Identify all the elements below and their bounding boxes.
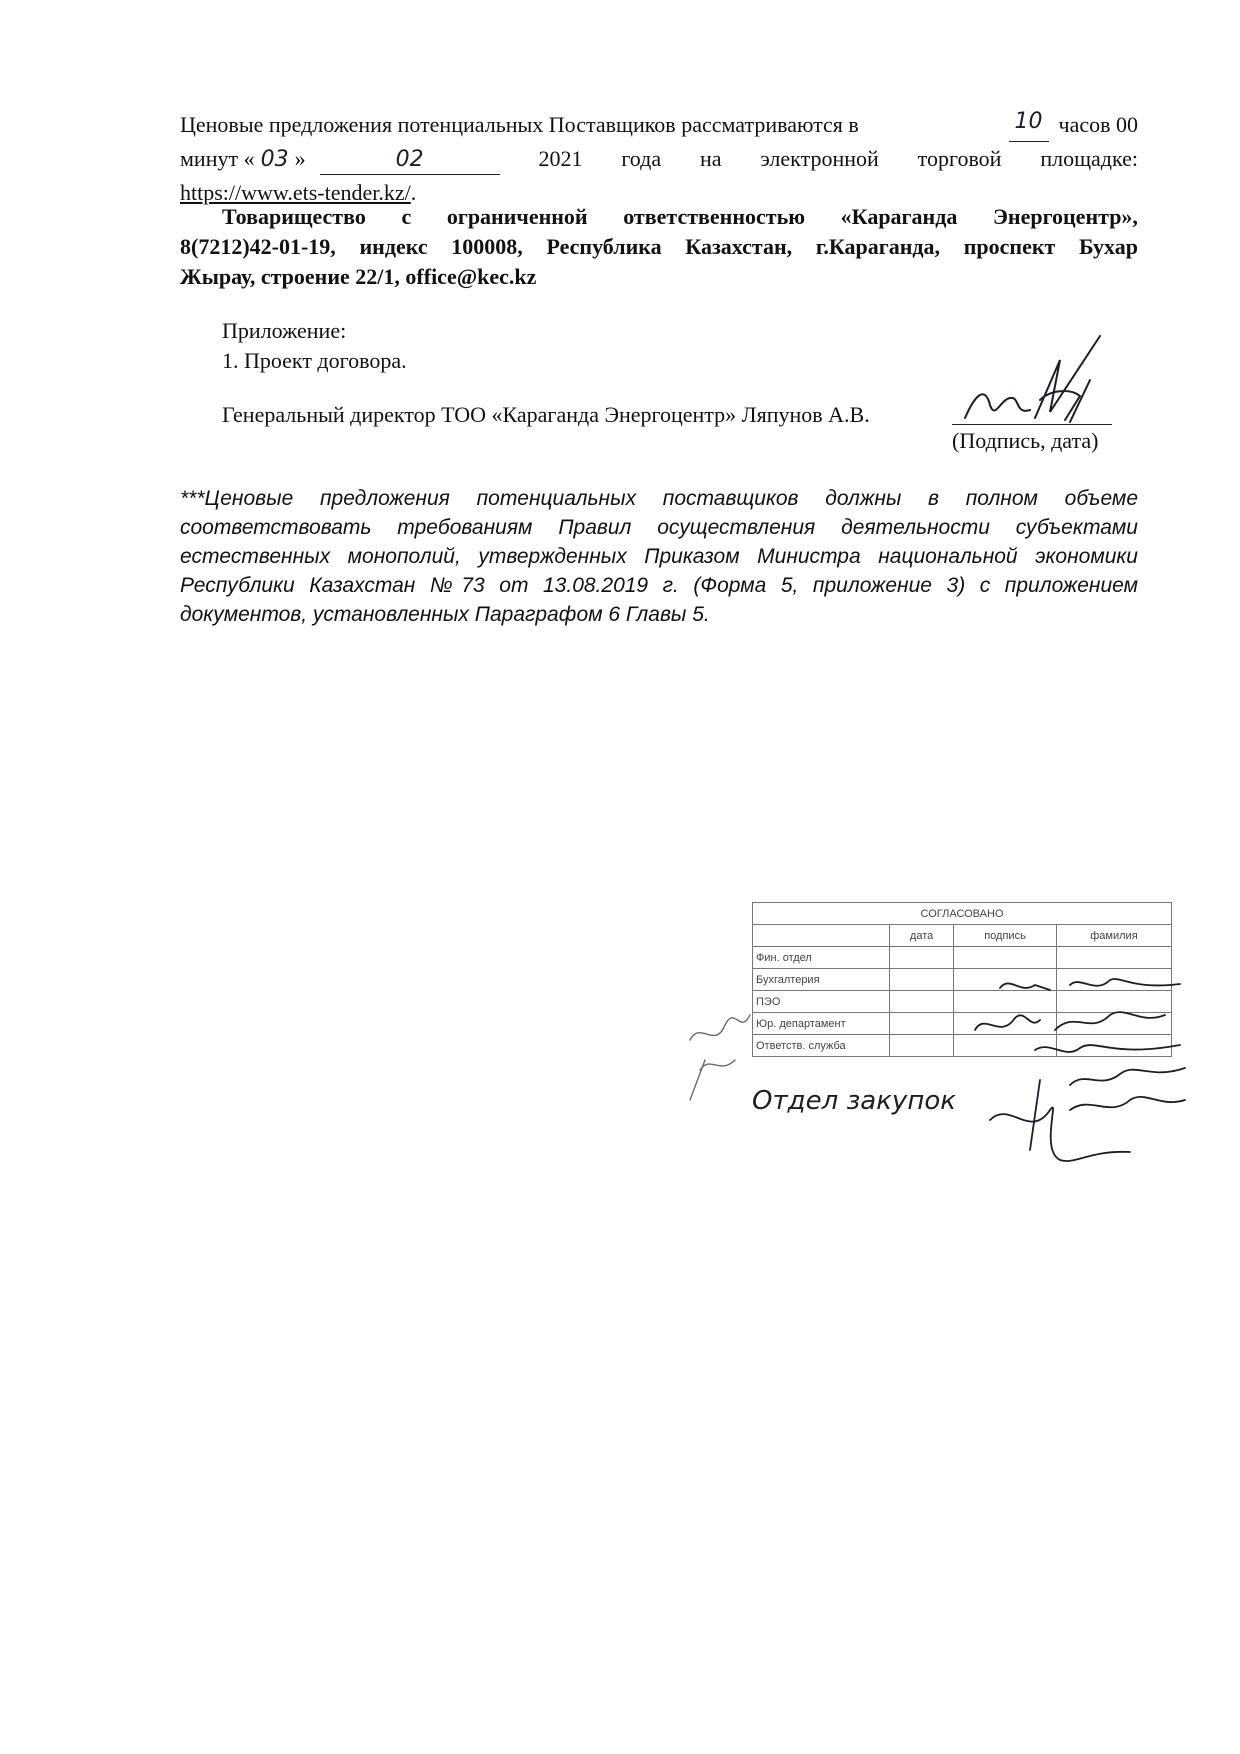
stamp-cell — [890, 1013, 954, 1035]
signature-caption: (Подпись, дата) — [952, 428, 1099, 453]
company-word: 8(7212)42-01-19, — [180, 234, 336, 259]
faint-side-scribble — [690, 1015, 750, 1100]
stamp-cell — [1056, 969, 1171, 991]
stamp-row-label: Ответств. служба — [753, 1035, 890, 1057]
proposal-line-1-suffix: часов 00 — [1058, 112, 1138, 137]
proposal-word: площадке: — [1040, 146, 1138, 171]
company-word: с — [401, 204, 412, 229]
stamp-cell — [954, 947, 1057, 969]
company-word: Энергоцентр», — [992, 204, 1138, 229]
approval-table — [752, 902, 1172, 1057]
company-line-3: Жырау, строение 22/1, office@kec.kz — [180, 264, 537, 289]
handwritten-hours: 10 — [1009, 108, 1049, 142]
handwritten-day: 03 — [260, 147, 289, 172]
stamp-row-label: ПЭО — [753, 991, 890, 1013]
stamp-col-date: дата — [890, 925, 954, 947]
stamp-cell — [954, 1013, 1057, 1035]
proposal-line-2-prefix: минут « — [180, 146, 255, 171]
stamp-row-label: Юр. департамент — [753, 1013, 890, 1035]
stamp-cell — [1056, 947, 1171, 969]
stamp-col-surname: фамилия — [1056, 925, 1171, 947]
stamp-cell — [1056, 1013, 1171, 1035]
proposal-word: торговой — [917, 146, 1002, 171]
proposal-word: года — [621, 146, 662, 171]
attachment-item-contract: 1. Проект договора. — [222, 348, 407, 373]
stamp-row-label: Фин. отдел — [753, 947, 890, 969]
proposal-line-3-period: . — [410, 180, 417, 205]
requirements-note: ***Ценовые предложения потенциальных поставщиков должны в полном объеме соответствовать требованиям Правил осуществления деятельности субъектами естественных монополий, утвержденных Приказом Министра национальной экономики Республики Казахстан №73 от 13.08.2019 г. (Форма 5, приложение 3) с приложением документов, установленных Параграфом 6 Главы 5. — [180, 487, 1138, 626]
stamp-cell — [890, 1035, 954, 1057]
stamp-cell — [954, 1035, 1057, 1057]
stamp-row — [753, 1013, 1172, 1035]
company-line-1 — [222, 200, 1138, 234]
director-signature — [965, 336, 1100, 422]
signature-text: Генеральный директор ТОО «Караганда Энергоцентр» Ляпунов А.В. — [222, 402, 870, 427]
company-word: «Караганда — [840, 204, 958, 229]
stamp-handwritten-footer: Отдел закупок — [752, 1086, 956, 1116]
stamp-row — [753, 947, 1172, 969]
stamp-title: СОГЛАСОВАНО — [753, 903, 1172, 925]
stamp-cell — [890, 991, 954, 1013]
proposal-line-1-text: Ценовые предложения потенциальных Поставщиков рассматриваются в — [180, 112, 859, 137]
stamp-corner-cell — [753, 925, 890, 947]
ets-tender-link[interactable]: https://www.ets-tender.kz/ — [180, 180, 411, 205]
stamp-row — [753, 969, 1172, 991]
company-word: Республика — [546, 234, 662, 259]
proposal-line-2-mid: » — [294, 146, 306, 171]
company-word: Казахстан, — [685, 234, 793, 259]
attachments-heading: Приложение: — [222, 318, 347, 343]
stamp-cell — [954, 991, 1057, 1013]
stamp-cell — [954, 969, 1057, 991]
company-word: 100008, — [451, 234, 523, 259]
company-word: ограниченной — [446, 204, 588, 229]
proposal-date-group — [180, 142, 500, 177]
stamp-row — [753, 1035, 1172, 1057]
proposal-line-2 — [180, 142, 1138, 177]
stamp-cell — [1056, 1035, 1171, 1057]
company-word: Товарищество — [222, 204, 366, 229]
company-word: ответственностью — [623, 204, 806, 229]
company-word: Бухар — [1079, 234, 1138, 259]
handwritten-month: 02 — [320, 146, 500, 175]
company-word: проспект — [963, 234, 1056, 259]
approval-stamp — [752, 902, 1172, 1116]
proposal-word: 2021 — [538, 146, 583, 171]
stamp-cell — [890, 947, 954, 969]
proposal-line-1 — [180, 108, 1138, 142]
proposal-word: на — [699, 146, 722, 171]
stamp-col-signature: подпись — [954, 925, 1057, 947]
company-line-2 — [180, 230, 1138, 264]
proposal-hours-group — [1009, 108, 1138, 142]
stamp-row-label: Бухгалтерия — [753, 969, 890, 991]
stamp-cell — [1056, 991, 1171, 1013]
company-word: индекс — [359, 234, 428, 259]
stamp-row — [753, 991, 1172, 1013]
company-word: г.Караганда, — [815, 234, 941, 259]
proposal-word: электронной — [760, 146, 879, 171]
stamp-cell — [890, 969, 954, 991]
